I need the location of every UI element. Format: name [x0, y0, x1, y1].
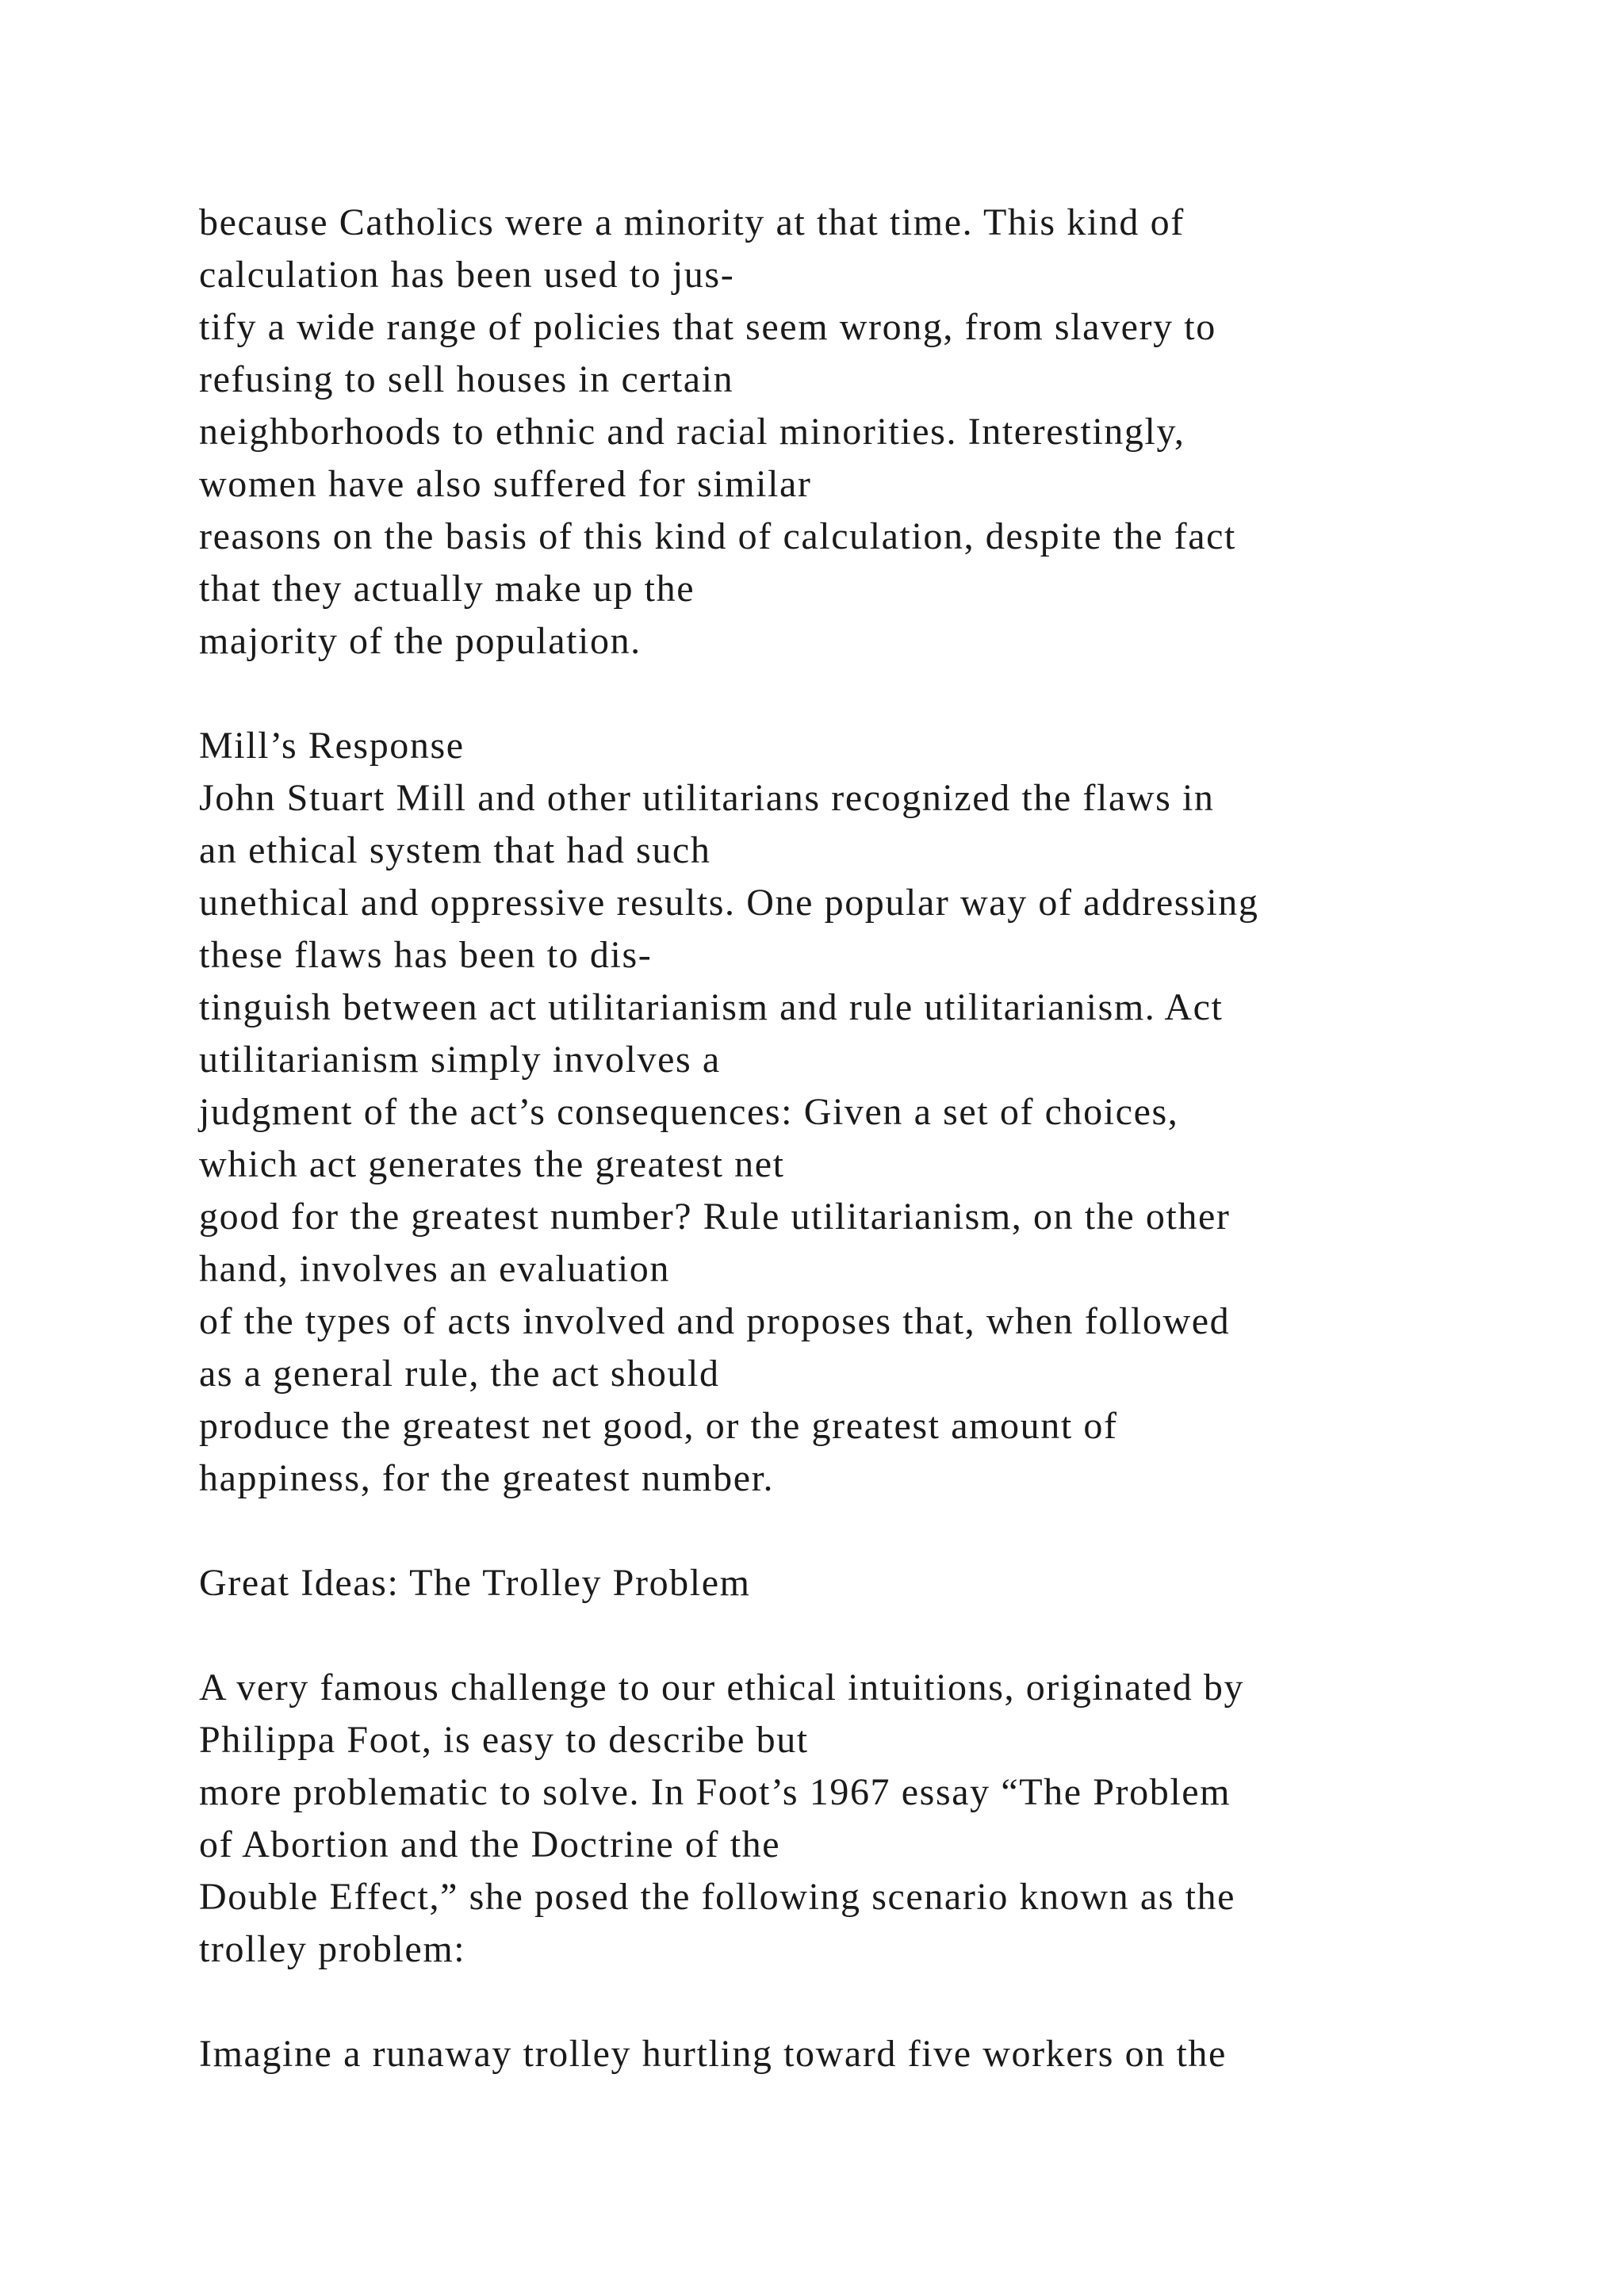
text-line: these flaws has been to dis- — [199, 934, 653, 976]
blank-line — [199, 668, 1547, 720]
text-line: that they actually make up the — [199, 568, 695, 610]
text-line: produce the greatest net good, or the greatest amount of — [199, 1405, 1118, 1447]
blank-line — [199, 1976, 1547, 2028]
text-line: an ethical system that had such — [199, 829, 711, 871]
blank-line — [199, 1505, 1547, 1557]
paragraph-imagine — [199, 2028, 1547, 2080]
text-line: neighborhoods to ethnic and racial minorities. Interestingly, — [199, 411, 1185, 453]
text-line: women have also suffered for similar — [199, 463, 812, 505]
text-line: happiness, for the greatest number. — [199, 1457, 775, 1499]
text-line: because Catholics were a minority at that time. This kind of — [199, 201, 1185, 243]
section-heading: Mill’s Response — [199, 725, 465, 767]
text-line: tify a wide range of policies that seem wrong, from slavery to — [199, 306, 1216, 348]
text-line: John Stuart Mill and other utilitarians recognized the flaws in — [199, 777, 1215, 819]
paragraph-1 — [199, 197, 1547, 668]
text-line: of the types of acts involved and proposes that, when followed — [199, 1300, 1231, 1342]
text-line: tinguish between act utilitarianism and rule utilitarianism. Act — [199, 986, 1224, 1028]
text-line: trolley problem: — [199, 1928, 466, 1970]
text-line: refusing to sell houses in certain — [199, 358, 734, 400]
section-heading-great-ideas: Great Ideas: The Trolley Problem — [199, 1562, 751, 1604]
text-line: of Abortion and the Doctrine of the — [199, 1823, 781, 1866]
text-line: A very famous challenge to our ethical intuitions, originated by — [199, 1667, 1245, 1709]
blank-line — [199, 1609, 1547, 1662]
text-line: hand, involves an evaluation — [199, 1248, 670, 1290]
text-line: Philippa Foot, is easy to describe but — [199, 1719, 809, 1761]
text-line: unethical and oppressive results. One popular way of addressing — [199, 882, 1259, 924]
text-line: utilitarianism simply involves a — [199, 1039, 721, 1081]
text-line: judgment of the act’s consequences: Given a set of choices, — [199, 1091, 1179, 1133]
text-line: Double Effect,” she posed the following scenario known as the — [199, 1876, 1236, 1918]
text-line: as a general rule, the act should — [199, 1353, 720, 1395]
text-line: more problematic to solve. In Foot’s 1967 essay “The Problem — [199, 1771, 1231, 1813]
paragraph-trolley-intro — [199, 1662, 1547, 1976]
text-line: good for the greatest number? Rule utilitarianism, on the other — [199, 1196, 1231, 1238]
text-line: calculation has been used to jus- — [199, 254, 735, 296]
document-page — [199, 197, 1547, 2080]
text-line: reasons on the basis of this kind of calculation, despite the fact — [199, 515, 1236, 557]
text-line: Imagine a runaway trolley hurtling toward five workers on the — [199, 2033, 1227, 2075]
text-line: majority of the population. — [199, 620, 642, 662]
section-mills-response — [199, 720, 1547, 1505]
text-line: which act generates the greatest net — [199, 1143, 785, 1185]
